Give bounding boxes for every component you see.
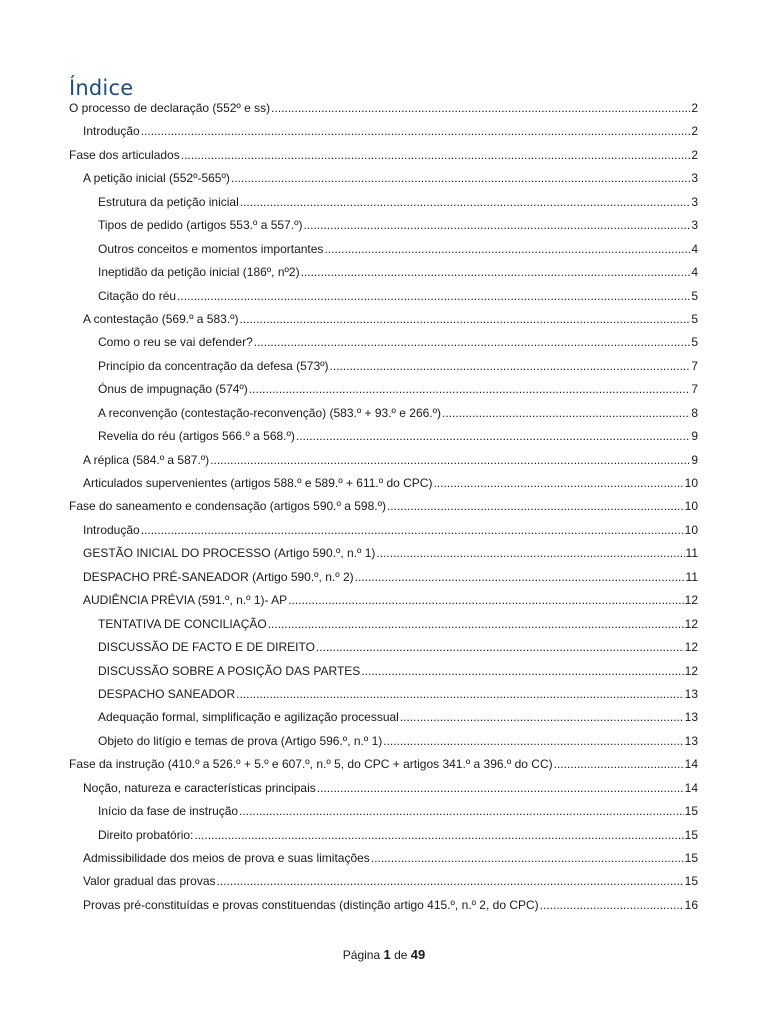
table-of-contents <box>69 101 698 921</box>
toc-entry-title: Articulados supervenientes (artigos 588.º e 589.º + 611.º do CPC) <box>83 476 433 490</box>
toc-dot-leader <box>376 546 684 560</box>
toc-entry[interactable] <box>69 195 698 218</box>
toc-entry[interactable] <box>69 312 698 335</box>
toc-entry-title: Objeto do litígio e temas de prova (Artigo 596.º, n.º 1) <box>98 733 383 748</box>
toc-dot-leader <box>271 101 690 115</box>
toc-entry-page: 9 <box>691 429 698 444</box>
toc-dot-leader <box>217 874 684 888</box>
toc-entry-title: DISCUSSÃO DE FACTO E DE DIREITO <box>98 640 315 655</box>
toc-entry[interactable] <box>69 171 698 194</box>
toc-entry-title: Direito probatório: <box>98 827 194 842</box>
toc-entry-page: 5 <box>691 335 698 350</box>
toc-entry-title: Ónus de impugnação (574º) <box>98 382 248 397</box>
toc-entry-title: Estrutura da petição inicial <box>98 194 239 209</box>
toc-entry[interactable] <box>69 874 698 897</box>
toc-entry-title: Como o reu se vai defender? <box>98 335 253 350</box>
toc-dot-leader <box>194 828 683 842</box>
toc-entry-page: 2 <box>691 124 698 139</box>
toc-entry-title: A contestação (569.º a 583.º) <box>83 311 239 326</box>
toc-entry[interactable] <box>69 710 698 733</box>
toc-entry-page: 15 <box>684 874 698 889</box>
toc-entry[interactable] <box>69 851 698 874</box>
footer-total-pages: 49 <box>410 947 426 962</box>
toc-dot-leader <box>236 687 684 701</box>
toc-entry-page: 12 <box>684 663 698 678</box>
toc-dot-leader <box>141 523 684 537</box>
toc-entry[interactable] <box>69 617 698 640</box>
toc-entry-title: Princípio da concentração da defesa (573º) <box>98 358 329 373</box>
toc-entry-title: TENTATIVA DE CONCILIAÇÃO <box>98 616 267 631</box>
toc-dot-leader <box>268 617 684 631</box>
toc-entry-title: Introdução <box>83 522 140 537</box>
toc-entry[interactable] <box>69 242 698 265</box>
toc-dot-leader <box>355 570 685 584</box>
toc-dot-leader <box>254 335 691 349</box>
toc-entry-page: 3 <box>691 218 698 233</box>
toc-entry-title: Revelia do réu (artigos 566.º a 568.º) <box>98 429 295 444</box>
toc-entry[interactable] <box>69 757 698 780</box>
toc-dot-leader <box>540 898 684 912</box>
toc-entry[interactable] <box>69 359 698 382</box>
toc-entry-title: Citação do réu <box>98 288 177 303</box>
toc-dot-leader <box>330 359 691 373</box>
page-title: Índice <box>69 76 134 100</box>
toc-entry-page: 10 <box>684 522 698 537</box>
toc-entry-page: 14 <box>684 780 698 795</box>
toc-entry[interactable] <box>69 734 698 757</box>
page-footer <box>0 947 768 962</box>
toc-entry-page: 9 <box>691 452 698 467</box>
footer-separator: de <box>394 948 408 962</box>
toc-entry-page: 10 <box>684 476 698 490</box>
toc-entry-page: 2 <box>691 101 698 115</box>
toc-entry-page: 3 <box>691 171 698 186</box>
toc-dot-leader <box>141 124 691 138</box>
toc-entry[interactable] <box>69 546 698 569</box>
footer-current-page: 1 <box>383 947 391 962</box>
toc-entry-title: DESPACHO PRÉ-SANEADOR (Artigo 590.º, n.º 2) <box>83 569 354 584</box>
toc-entry-page: 12 <box>684 593 698 608</box>
toc-entry-title: Adequação formal, simplificação e agilização processual <box>98 710 399 725</box>
toc-entry-title: Início da fase de instrução <box>98 804 239 819</box>
toc-entry[interactable] <box>69 781 698 804</box>
toc-entry-page: 13 <box>684 733 698 748</box>
toc-dot-leader <box>324 242 690 256</box>
toc-entry-page: 15 <box>684 804 698 819</box>
toc-entry-page: 14 <box>684 757 698 772</box>
footer-prefix: Página <box>342 948 381 962</box>
toc-entry-page: 5 <box>691 311 698 326</box>
toc-dot-leader <box>400 710 684 724</box>
toc-entry[interactable] <box>69 148 698 171</box>
toc-dot-leader <box>303 218 690 232</box>
toc-entry[interactable] <box>69 406 698 429</box>
toc-entry[interactable] <box>69 499 698 522</box>
toc-dot-leader <box>433 476 683 490</box>
toc-entry[interactable] <box>69 593 698 616</box>
toc-entry[interactable] <box>69 828 698 851</box>
toc-entry-title: A reconvenção (contestação-reconvenção) (583.º + 93.º e 266.º) <box>98 405 442 420</box>
toc-entry-title: AUDIÊNCIA PRÉVIA (591.º, n.º 1)- AP <box>83 593 288 608</box>
toc-entry[interactable] <box>69 289 698 312</box>
toc-entry[interactable] <box>69 476 698 499</box>
toc-entry-title: Outros conceitos e momentos importantes <box>98 241 324 256</box>
toc-entry-title: O processo de declaração (552º e ss) <box>69 101 271 115</box>
toc-dot-leader <box>554 757 684 771</box>
toc-dot-leader <box>181 148 691 162</box>
toc-dot-leader <box>240 312 691 326</box>
toc-dot-leader <box>231 171 690 185</box>
toc-entry-page: 11 <box>685 546 698 561</box>
toc-entry-page: 10 <box>684 499 698 514</box>
toc-dot-leader <box>288 593 683 607</box>
toc-entry-title: Fase dos articulados <box>69 147 180 162</box>
toc-entry-page: 5 <box>691 288 698 303</box>
toc-dot-leader <box>317 781 684 795</box>
toc-dot-leader <box>210 453 690 467</box>
toc-entry-title: Tipos de pedido (artigos 553.º a 557.º) <box>98 218 303 233</box>
toc-entry[interactable] <box>69 124 698 147</box>
toc-entry-title: DESPACHO SANEADOR <box>98 686 236 701</box>
toc-entry-page: 13 <box>684 710 698 725</box>
toc-entry[interactable] <box>69 687 698 710</box>
toc-entry[interactable] <box>69 664 698 687</box>
toc-entry-title: A réplica (584.º a 587.º) <box>83 452 210 467</box>
toc-entry-page: 4 <box>691 241 698 256</box>
toc-entry[interactable] <box>69 335 698 358</box>
toc-entry-title: DISCUSSÃO SOBRE A POSIÇÃO DAS PARTES <box>98 663 361 678</box>
toc-dot-leader <box>296 429 690 443</box>
toc-entry[interactable] <box>69 382 698 405</box>
toc-entry-title: Provas pré-constituídas e provas constituendas (distinção artigo 415.º, n.º 2, do CPC) <box>83 897 539 912</box>
toc-entry[interactable] <box>69 804 698 827</box>
toc-dot-leader <box>301 265 691 279</box>
toc-entry-page: 12 <box>684 616 698 631</box>
toc-entry[interactable] <box>69 218 698 241</box>
toc-entry-title: Valor gradual das provas <box>83 874 216 889</box>
toc-entry-title: Fase do saneamento e condensação (artigos 590.º a 598.º) <box>69 499 386 514</box>
toc-entry[interactable] <box>69 101 698 124</box>
toc-dot-leader <box>249 382 691 396</box>
toc-entry-page: 3 <box>691 194 698 209</box>
toc-dot-leader <box>371 851 684 865</box>
toc-entry-page: 7 <box>691 382 698 397</box>
toc-entry-page: 4 <box>691 265 698 280</box>
toc-entry-page: 12 <box>684 640 698 655</box>
toc-entry-page: 11 <box>685 569 698 584</box>
toc-entry-title: Introdução <box>83 124 140 139</box>
toc-dot-leader <box>361 664 683 678</box>
toc-dot-leader <box>240 195 691 209</box>
toc-entry-title: Admissibilidade dos meios de prova e suas limitações <box>83 851 370 865</box>
toc-entry-page: 15 <box>684 851 698 865</box>
toc-entry-page: 8 <box>691 405 698 420</box>
toc-entry-title: A petição inicial (552º-565º) <box>83 171 230 186</box>
toc-entry[interactable] <box>69 453 698 476</box>
toc-dot-leader <box>387 499 684 513</box>
toc-entry-title: Fase da instrução (410.º a 526.º + 5.º e 607.º, n.º 5, do CPC + artigos 341.º a 396.º do CC) <box>69 757 553 772</box>
toc-entry-page: 2 <box>691 147 698 162</box>
toc-dot-leader <box>239 804 684 818</box>
toc-entry[interactable] <box>69 570 698 593</box>
toc-dot-leader <box>177 289 690 303</box>
toc-entry-title: Ineptidão da petição inicial (186º, nº2) <box>98 265 300 280</box>
toc-entry-page: 13 <box>684 686 698 701</box>
toc-entry[interactable] <box>69 429 698 452</box>
toc-entry[interactable] <box>69 898 698 921</box>
toc-entry-page: 16 <box>684 897 698 912</box>
toc-dot-leader <box>316 640 684 654</box>
toc-entry-title: Noção, natureza e características principais <box>83 780 316 795</box>
toc-entry[interactable] <box>69 523 698 546</box>
toc-entry[interactable] <box>69 265 698 288</box>
toc-entry-page: 7 <box>691 358 698 373</box>
toc-entry-title: GESTÃO INICIAL DO PROCESSO (Artigo 590.º, n.º 1) <box>83 546 376 561</box>
toc-entry[interactable] <box>69 640 698 663</box>
toc-dot-leader <box>442 406 690 420</box>
toc-dot-leader <box>383 734 683 748</box>
toc-entry-page: 15 <box>684 827 698 842</box>
